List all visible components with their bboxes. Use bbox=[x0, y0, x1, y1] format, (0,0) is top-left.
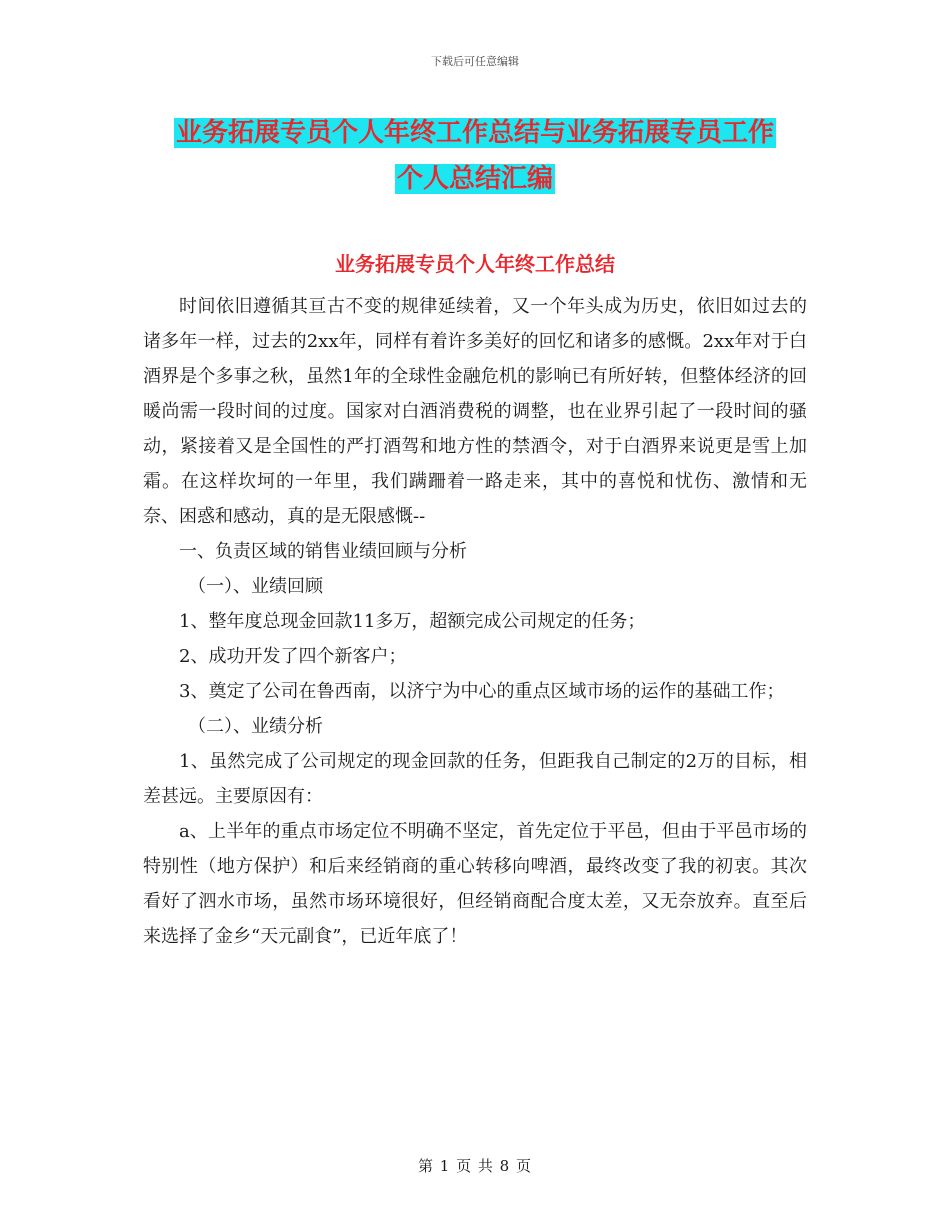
paragraph-intro: 时间依旧遵循其亘古不变的规律延续着，又一个年头成为历史，依旧如过去的诸多年一样，过去的2xx年，同样有着许多美好的回忆和诸多的感慨。2xx年对于白酒界是个多事之秋，虽然1年的全球性金融危机的影响已有所好转，但整体经济的回暖尚需一段时间的过度。国家对白酒消费税的调整，也在业界引起了一段时间的骚动，紧接着又是全国性的严打酒驾和地方性的禁酒令，对于白酒界来说更是雪上加霜。在这样坎坷的一年里，我们蹒跚着一路走来，其中的喜悦和忧伤、激情和无奈、困惑和感动，真的是无限感慨-- bbox=[143, 296, 807, 527]
heading-sales-review: 一、负责区域的销售业绩回顾与分析 bbox=[179, 541, 467, 562]
document-title bbox=[0, 110, 950, 202]
list-item-3: 3、奠定了公司在鲁西南，以济宁为中心的重点区域市场的运作的基础工作； bbox=[179, 681, 785, 702]
subheading-performance-analysis: （二）、业绩分析 bbox=[188, 716, 323, 737]
body-text bbox=[143, 289, 807, 954]
page-number: 第 1 页 共 8 页 bbox=[418, 1157, 532, 1175]
analysis-item-a: a、上半年的重点市场定位不明确不坚定，首先定位于平邑，但由于平邑市场的特别性（地方保护）和后来经销商的重心转移向啤酒，最终改变了我的初衷。其次看好了泗水市场，虽然市场环境很好，但经销商配合度太差，又无奈放弃。直至后来选择了金乡“天元副食”，已近年底了！ bbox=[143, 821, 807, 947]
subheading-performance-review: （一）、业绩回顾 bbox=[188, 576, 323, 597]
list-item-2: 2、成功开发了四个新客户； bbox=[179, 646, 407, 667]
page-header-note: 下载后可任意编辑 bbox=[431, 55, 519, 68]
document-title-line-2: 个人总结汇编 bbox=[396, 164, 553, 194]
analysis-item-1: 1、虽然完成了公司规定的现金回款的任务，但距我自己制定的2万的目标，相差甚远。主要原因有： bbox=[143, 751, 807, 807]
document-title-line-1: 业务拓展专员个人年终工作总结与业务拓展专员工作 bbox=[175, 118, 774, 148]
list-item-1: 1、整年度总现金回款11多万，超额完成公司规定的任务； bbox=[179, 611, 646, 632]
section-title: 业务拓展专员个人年终工作总结 bbox=[335, 252, 615, 276]
